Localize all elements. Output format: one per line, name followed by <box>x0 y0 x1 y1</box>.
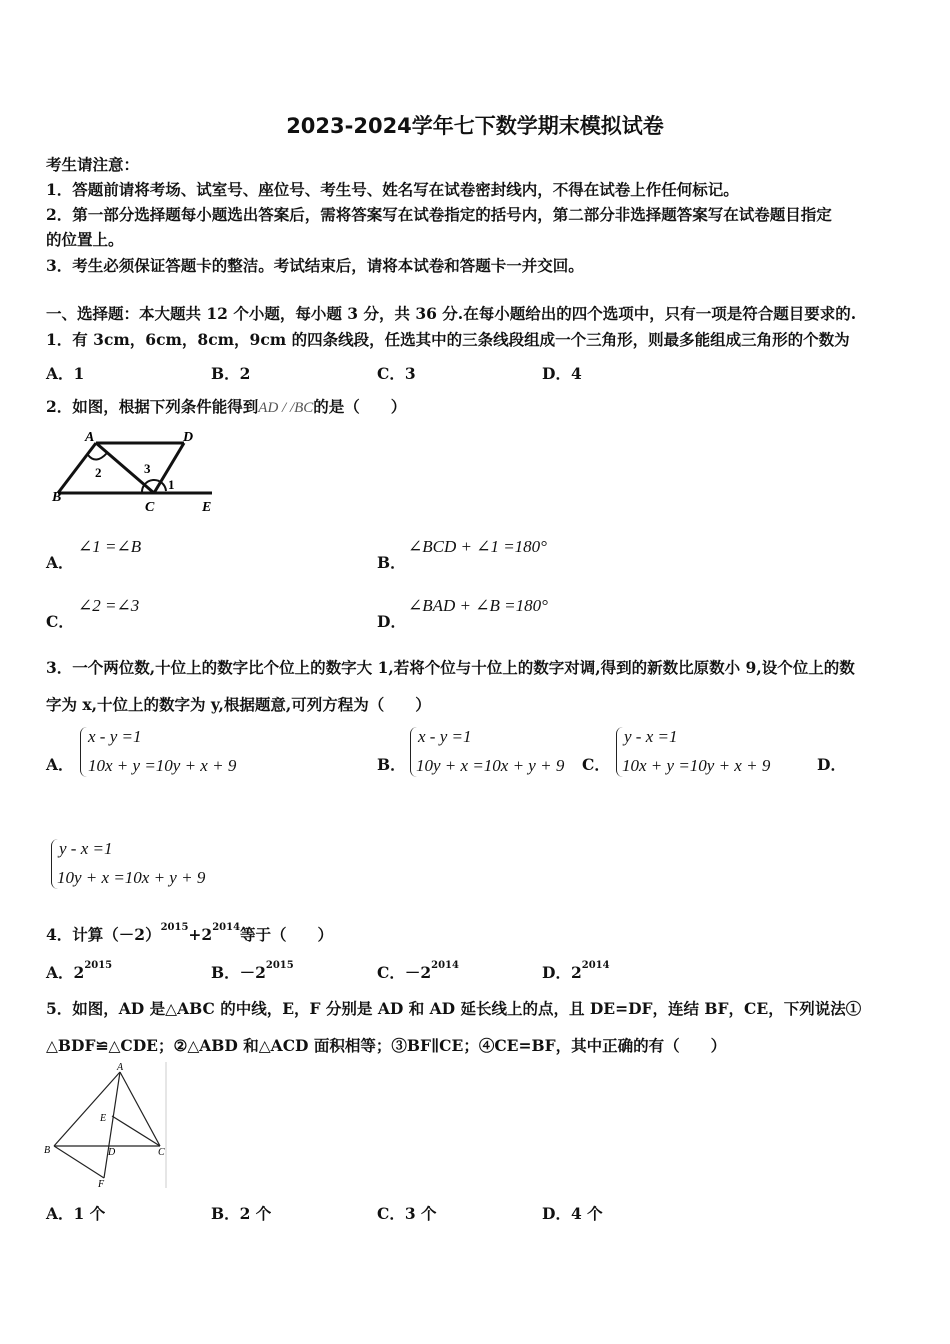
q4-option-d-exp: 2014 <box>581 959 610 971</box>
page-title: 2023-2024学年七下数学期末模拟试卷 <box>286 114 664 138</box>
q2-option-a-letter: A． <box>46 553 74 572</box>
q1-stem: 1．有 3cm，6cm，8cm，9cm 的四条线段，任选其中的三条线段组成一个三角形，则最多能组成三角形的个数为 <box>46 330 850 349</box>
q2-figure <box>44 425 224 520</box>
q5-label-a: A <box>117 1062 124 1073</box>
q5-line-ec <box>112 1116 160 1146</box>
q2-label-d: D <box>183 430 194 445</box>
q4-option-b-exp: 2015 <box>265 959 294 971</box>
q2-label-b: B <box>52 490 62 505</box>
q3-option-a-eq2: 10x + y =10y + x + 9 <box>88 756 237 775</box>
q3-stem-line-1: 3．一个两位数,十位上的数字比个位上的数字大 1,若将个位与十位上的数字对调,得到的新数比原数小 9,设个位上的数 <box>46 658 855 677</box>
q5-label-b: B <box>44 1145 51 1156</box>
q4-stem-suffix: 等于（ ） <box>240 925 334 944</box>
q3-option-c-eq2: 10x + y =10y + x + 9 <box>622 756 771 775</box>
q4-option-c-label: C．－2 <box>377 963 432 982</box>
q2-label-e: E <box>202 500 212 515</box>
q2-label-c: C <box>145 500 155 515</box>
q5-stem-line-2: △BDF≌△CDE；②△ABD 和△ACD 面积相等；③BF∥CE；④CE=BF，其中正确的有（ ） <box>46 1036 727 1055</box>
q4-plus-two: +2 <box>188 925 213 944</box>
q5-label-f: F <box>98 1179 105 1190</box>
q1-option-a: A．1 <box>46 364 85 383</box>
q5-option-a: A．1 个 <box>46 1204 106 1223</box>
q5-label-d: D <box>108 1147 116 1158</box>
q3-option-d-eq1: y - x =1 <box>59 839 113 858</box>
q3-option-a-brace <box>80 727 87 777</box>
q4-option-a-label: A．2 <box>46 963 85 982</box>
q1-option-d: D．4 <box>542 364 582 383</box>
q4-exp-1: 2015 <box>160 921 189 933</box>
q5-option-b: B．2 个 <box>211 1204 272 1223</box>
q2-stem-math: AD / /BC <box>258 400 314 416</box>
q2-angle-2-arc <box>88 453 107 460</box>
q2-label-1: 1 <box>168 477 175 492</box>
q2-stem-prefix: 2．如图，根据下列条件能得到 <box>46 397 259 416</box>
q5-stem-line-1: 5．如图，AD 是△ABC 的中线，E，F 分别是 AD 和 AD 延长线上的点，且 DE=DF，连结 BF，CE，下列说法① <box>46 999 862 1018</box>
q5-line-bf <box>54 1146 104 1178</box>
q3-option-b-letter: B． <box>377 755 406 774</box>
q2-option-c-letter: C． <box>46 612 74 631</box>
q2-label-2: 2 <box>95 465 102 480</box>
q3-option-a-eq1: x - y =1 <box>88 727 142 746</box>
q3-option-c-letter: C． <box>582 755 610 774</box>
q4-option-b <box>211 961 294 983</box>
q2-option-b-letter: B． <box>377 553 406 572</box>
q4-option-d <box>542 961 610 983</box>
notice-heading: 考生请注意： <box>46 155 140 174</box>
q4-stem-prefix: 4．计算（－2） <box>46 925 161 944</box>
q2-line-ab <box>58 443 96 493</box>
q2-option-b-math: ∠BCD + ∠1 =180° <box>408 537 547 556</box>
notice-item-1: 1．答题前请将考场、试室号、座位号、考生号、姓名写在试卷密封线内，不得在试卷上作任何标记。 <box>46 180 739 199</box>
q3-option-d-eq2: 10y + x =10x + y + 9 <box>57 868 206 887</box>
notice-item-3: 3．考生必须保证答题卡的整洁。考试结束后，请将本试卷和答题卡一并交回。 <box>46 256 584 275</box>
q4-exp-2: 2014 <box>212 921 241 933</box>
q3-option-d-letter: D． <box>817 755 846 774</box>
q2-option-d-letter: D． <box>377 612 406 631</box>
notice-item-2-line-1: 2．第一部分选择题每小题选出答案后，需将答案写在试卷指定的括号内，第二部分非选择题答案写在试卷题目指定 <box>46 205 832 224</box>
q4-stem <box>46 923 333 945</box>
q5-line-ac <box>120 1072 160 1146</box>
q5-label-e: E <box>100 1113 107 1124</box>
q2-stem <box>46 395 406 417</box>
q3-option-b-eq1: x - y =1 <box>418 727 472 746</box>
q5-option-c: C．3 个 <box>377 1204 437 1223</box>
section-heading: 一、选择题：本大题共 12 个小题，每小题 3 分，共 36 分.在每小题给出的四个选项中，只有一项是符合题目要求的. <box>46 304 857 323</box>
q2-option-d-math: ∠BAD + ∠B =180° <box>408 596 548 615</box>
q3-option-b-eq2: 10y + x =10x + y + 9 <box>416 756 565 775</box>
q2-label-a: A <box>85 430 95 445</box>
q2-option-c-math: ∠2 =∠3 <box>78 596 140 615</box>
q5-label-c: C <box>158 1147 165 1158</box>
q5-figure <box>40 1060 170 1190</box>
q2-label-3: 3 <box>144 461 151 476</box>
q2-stem-suffix: 的是（ ） <box>313 397 407 416</box>
q1-option-b: B．2 <box>211 364 251 383</box>
q3-option-c-eq1: y - x =1 <box>624 727 678 746</box>
q3-option-a-letter: A． <box>46 755 74 774</box>
q4-option-a-exp: 2015 <box>84 959 113 971</box>
q4-option-d-label: D．2 <box>542 963 582 982</box>
q4-option-c-exp: 2014 <box>431 959 459 971</box>
q2-option-a-math: ∠1 =∠B <box>78 537 142 556</box>
q4-option-c <box>377 961 459 983</box>
q3-stem-line-2: 字为 x,十位上的数字为 y,根据题意,可列方程为（ ） <box>46 695 431 714</box>
q4-option-b-label: B．－2 <box>211 963 266 982</box>
q5-option-d: D．4 个 <box>542 1204 603 1223</box>
notice-item-2-line-2: 的位置上。 <box>46 230 124 249</box>
q4-option-a <box>46 961 112 983</box>
q1-option-c: C．3 <box>377 364 416 383</box>
